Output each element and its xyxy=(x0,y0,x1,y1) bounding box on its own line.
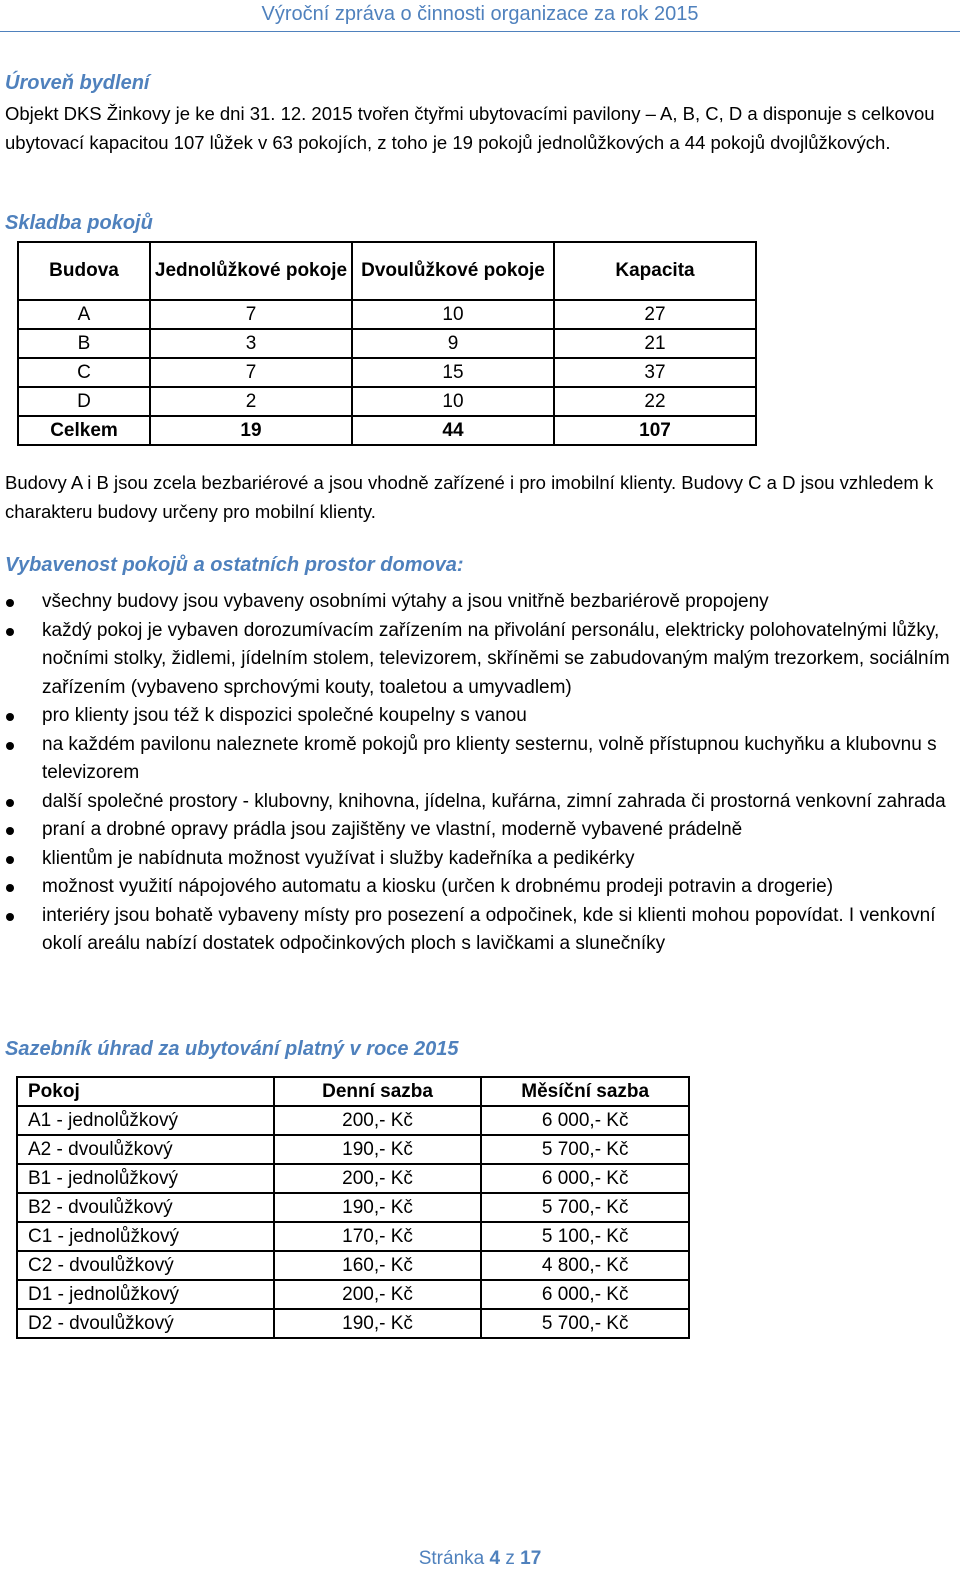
table-cell: 37 xyxy=(554,358,756,387)
column-header: Pokoj xyxy=(17,1077,274,1106)
list-item xyxy=(0,702,950,731)
table-cell: 7 xyxy=(150,300,352,329)
table-cell: 3 xyxy=(150,329,352,358)
table-row xyxy=(18,387,756,416)
table-cell: 6 000,- Kč xyxy=(481,1106,689,1135)
table-cell: D2 - dvoulůžkový xyxy=(17,1309,274,1338)
list-item xyxy=(0,588,950,617)
table-row xyxy=(18,358,756,387)
page-header: Výroční zpráva o činnosti organizace za rok 2015 xyxy=(261,3,699,25)
rooms-table xyxy=(17,241,757,446)
table-cell: 9 xyxy=(352,329,554,358)
column-header: Denní sazba xyxy=(274,1077,482,1106)
list-item xyxy=(0,788,950,817)
table-cell: A xyxy=(18,300,150,329)
section-heading-housing: Úroveň bydlení xyxy=(5,72,150,94)
table-cell: Celkem xyxy=(18,416,150,445)
list-item-text: každý pokoj je vybaven dorozumívacím zařízením na přivolání personálu, elektricky polohovatelnými lůžky, nočními stolky, židlemi, jídelním stolem, televizorem, skříněmi se zabudovaným malým trezorkem, sociálním zařízením (vybaveno sprchovými kouty, toaletou a umyvadlem) xyxy=(42,619,950,698)
table-cell: 200,- Kč xyxy=(274,1164,482,1193)
section-heading-equipment: Vybavenost pokojů a ostatních prostor domova: xyxy=(5,554,464,576)
table-cell: D1 - jednolůžkový xyxy=(17,1280,274,1309)
list-item-text: pro klienty jsou též k dispozici společné koupelny s vanou xyxy=(42,705,527,726)
column-header: Budova xyxy=(18,242,150,300)
section-heading-rooms: Skladba pokojů xyxy=(5,212,153,234)
table-cell: 27 xyxy=(554,300,756,329)
footer-separator: z xyxy=(505,1548,515,1569)
list-item xyxy=(0,873,950,902)
equipment-list xyxy=(0,588,950,959)
table-cell: 5 700,- Kč xyxy=(481,1193,689,1222)
footer-prefix: Stránka xyxy=(418,1548,485,1569)
table-cell: B1 - jednolůžkový xyxy=(17,1164,274,1193)
table-cell: 21 xyxy=(554,329,756,358)
table-cell: A1 - jednolůžkový xyxy=(17,1106,274,1135)
table-cell: 10 xyxy=(352,387,554,416)
table-cell: 2 xyxy=(150,387,352,416)
table-cell: 22 xyxy=(554,387,756,416)
table-cell: 44 xyxy=(352,416,554,445)
table-cell: 7 xyxy=(150,358,352,387)
table-cell: 107 xyxy=(554,416,756,445)
table-cell: 5 700,- Kč xyxy=(481,1309,689,1338)
table-header-row xyxy=(18,242,756,300)
table-cell: 200,- Kč xyxy=(274,1106,482,1135)
header-divider xyxy=(0,31,960,32)
table-total-row xyxy=(18,416,756,445)
table-cell: 190,- Kč xyxy=(274,1309,482,1338)
table-cell: 19 xyxy=(150,416,352,445)
list-item-text: interiéry jsou bohatě vybaveny místy pro posezení a odpočinek, kde si klienti mohou popovídat. I venkovní okolí areálu nabízí dostatek odpočinkových ploch s lavičkami a slunečníky xyxy=(42,904,936,954)
table-cell: D xyxy=(18,387,150,416)
table-cell: 4 800,- Kč xyxy=(481,1251,689,1280)
table-row xyxy=(17,1251,689,1280)
column-header: Jednolůžkové pokoje xyxy=(150,242,352,300)
footer-page-total: 17 xyxy=(520,1548,542,1569)
footer-page-number: 4 xyxy=(489,1548,501,1569)
table-cell: 190,- Kč xyxy=(274,1135,482,1164)
list-item xyxy=(0,617,950,703)
list-item-text: další společné prostory - klubovny, knihovna, jídelna, kuřárna, zimní zahrada či prostorná venkovní zahrada xyxy=(42,790,946,812)
table-cell: 5 100,- Kč xyxy=(481,1222,689,1251)
bullet-icon xyxy=(6,799,14,807)
table-cell: A2 - dvoulůžkový xyxy=(17,1135,274,1164)
table-row xyxy=(18,329,756,358)
table-cell: C xyxy=(18,358,150,387)
page-footer xyxy=(0,1548,960,1570)
bullet-icon xyxy=(6,742,14,750)
list-item xyxy=(0,816,950,845)
column-header: Kapacita xyxy=(554,242,756,300)
table-cell: 170,- Kč xyxy=(274,1222,482,1251)
bullet-icon xyxy=(6,884,14,892)
table-row xyxy=(17,1164,689,1193)
list-item-text: praní a drobné opravy prádla jsou zajištěny ve vlastní, moderně vybavené prádelně xyxy=(42,819,743,840)
bullet-icon xyxy=(6,913,14,921)
list-item xyxy=(0,845,950,874)
list-item-text: na každém pavilonu naleznete kromě pokojů pro klienty sesternu, volně přístupnou kuchyňku a klubovnu s televizorem xyxy=(42,733,937,783)
list-item xyxy=(0,902,950,959)
table-cell: B2 - dvoulůžkový xyxy=(17,1193,274,1222)
table-row xyxy=(17,1135,689,1164)
table-row xyxy=(18,300,756,329)
list-item-text: všechny budovy jsou vybaveny osobními výtahy a jsou vnitřně bezbariérově propojeny xyxy=(42,591,769,612)
bullet-icon xyxy=(6,827,14,835)
table-row xyxy=(17,1309,689,1338)
column-header: Měsíční sazba xyxy=(481,1077,689,1106)
table-cell: 5 700,- Kč xyxy=(481,1135,689,1164)
section-heading-pricing: Sazebník úhrad za ubytování platný v roce 2015 xyxy=(5,1038,459,1060)
accessibility-paragraph: Budovy A i B jsou zcela bezbariérové a jsou vhodně zařízené i pro imobilní klienty. Budovy C a D jsou vzhledem k charakteru budovy určeny pro mobilní klienty. xyxy=(5,472,934,522)
table-row xyxy=(17,1280,689,1309)
pricing-table xyxy=(16,1076,690,1339)
table-cell: 200,- Kč xyxy=(274,1280,482,1309)
list-item xyxy=(0,731,950,788)
column-header: Dvoulůžkové pokoje xyxy=(352,242,554,300)
housing-paragraph: Objekt DKS Žinkovy je ke dni 31. 12. 2015 tvořen čtyřmi ubytovacími pavilony – A, B, C, D a disponuje s celkovou ubytovací kapacitou 107 lůžek v 63 pokojích, z toho je 19 pokojů jednolůžkových a 44 pokojů dvojlůžkových. xyxy=(5,103,935,153)
table-cell: C1 - jednolůžkový xyxy=(17,1222,274,1251)
bullet-icon xyxy=(6,713,14,721)
bullet-icon xyxy=(6,599,14,607)
table-cell: 6 000,- Kč xyxy=(481,1280,689,1309)
table-cell: 160,- Kč xyxy=(274,1251,482,1280)
table-cell: 6 000,- Kč xyxy=(481,1164,689,1193)
table-row xyxy=(17,1193,689,1222)
table-row xyxy=(17,1106,689,1135)
table-cell: 15 xyxy=(352,358,554,387)
table-row xyxy=(17,1222,689,1251)
table-cell: 10 xyxy=(352,300,554,329)
bullet-icon xyxy=(6,856,14,864)
table-cell: C2 - dvoulůžkový xyxy=(17,1251,274,1280)
table-header-row xyxy=(17,1077,689,1106)
table-cell: B xyxy=(18,329,150,358)
table-cell: 190,- Kč xyxy=(274,1193,482,1222)
list-item-text: klientům je nabídnuta možnost využívat i služby kadeřníka a pedikérky xyxy=(42,847,635,869)
bullet-icon xyxy=(6,628,14,636)
list-item-text: možnost využití nápojového automatu a kiosku (určen k drobnému prodeji potravin a drogerie) xyxy=(42,876,834,897)
